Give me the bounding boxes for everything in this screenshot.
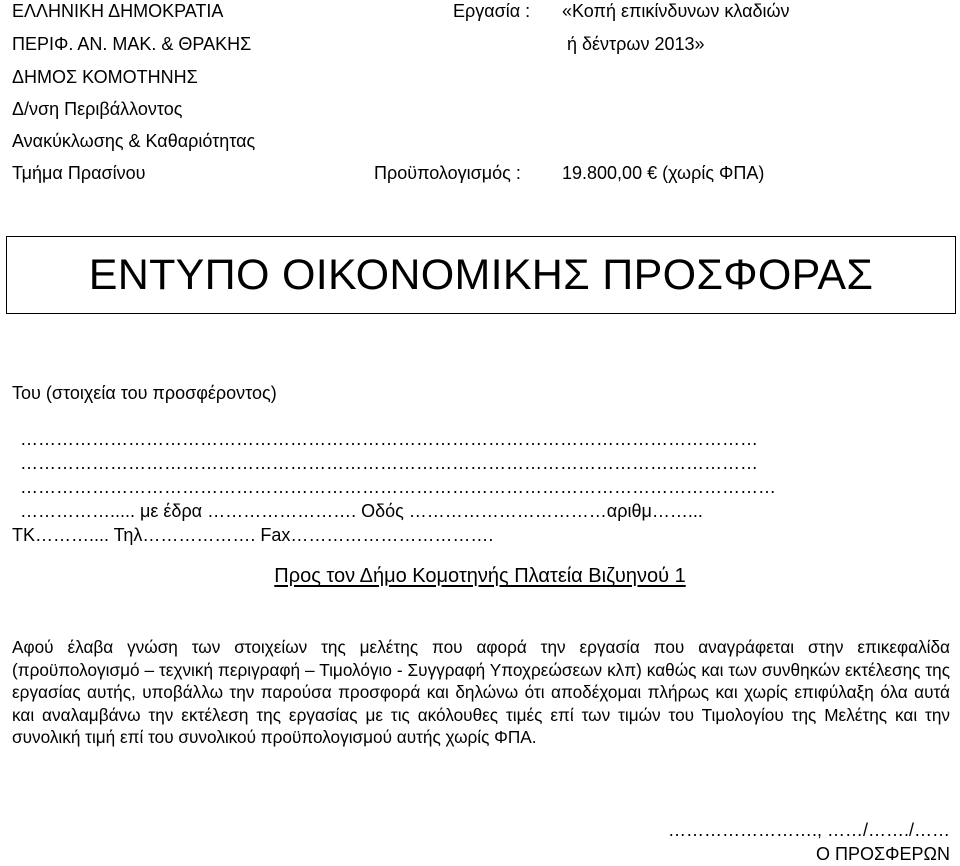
- form-title-box: [6, 236, 956, 314]
- work-title-line1: «Κοπή επικίνδυνων κλαδιών: [562, 1, 790, 21]
- header-directorate-cont: Ανακύκλωσης & Καθαριότητας: [12, 131, 256, 151]
- bidder-line-1: ……………………………………………………………………………………………………………: [20, 429, 758, 449]
- bidder-line-3: ………………………………………………………………………………………………………………: [20, 477, 776, 497]
- header-directorate: Δ/νση Περιβάλλοντος: [12, 99, 183, 119]
- bidder-line-5: ΤΚ……….... Τηλ………………. Fax…………………………….: [12, 525, 494, 545]
- bidder-line-2: ……………………………………………………………………………………………………………: [20, 453, 758, 473]
- header-department: Τμήμα Πρασίνου: [12, 163, 146, 183]
- work-label: Εργασία :: [453, 1, 531, 21]
- header-municipality: ΔΗΜΟΣ ΚΟΜΟΤΗΝΗΣ: [12, 67, 198, 87]
- bidder-label: Του (στοιχεία του προσφέροντος): [12, 383, 277, 403]
- header-authority: ΕΛΛΗΝΙΚΗ ΔΗΜΟΚΡΑΤΙΑ: [12, 1, 224, 21]
- header-region: ΠΕΡΙΦ. ΑΝ. ΜΑΚ. & ΘΡΑΚΗΣ: [12, 34, 252, 54]
- signature-date-line: ……………………., ……/……./……: [667, 820, 950, 840]
- form-title: ΕΝΤΥΠΟ ΟΙΚΟΝΟΜΙΚΗΣ ΠΡΟΣΦΟΡΑΣ: [88, 250, 874, 299]
- budget-value: 19.800,00 € (χωρίς ΦΠΑ): [562, 163, 765, 183]
- work-title-line2: ή δέντρων 2013»: [567, 34, 705, 54]
- budget-label: Προϋπολογισμός :: [374, 163, 521, 183]
- recipient-heading: Προς τον Δήμο Κομοτηνής Πλατεία Βιζυηνού 1: [274, 565, 686, 587]
- signature-label: Ο ΠΡΟΣΦΕΡΩΝ: [816, 844, 950, 864]
- body-paragraph: Αφού έλαβα γνώση των στοιχείων της μελέτης που αφορά την εργασία που αναγράφεται στην επικεφαλίδα (προϋπολογισμό – τεχνική περιγραφή – Τιμολόγιο - Συγγραφή Υποχρεώσεων κλπ) καθώς και των συνθηκών εκτέλεσης της εργασίας αυτής, υποβάλλω την παρούσα προσφορά και δηλώνω ότι αποδέχομαι πλήρως και χωρίς επιφύλαξη όλα αυτά και αναλαμβάνω την εκτέλεση της εργασίας με τις ακόλουθες τιμές επί των τιμών του Τιμολογίου της Μελέτης και την συνολική τιμή επί του συνολικού προϋπολογισμού αυτής χωρίς ΦΠΑ.: [12, 637, 950, 747]
- bidder-line-4: ……………..... με έδρα ……………………. Οδός ……………………………αριθμ……...: [20, 501, 703, 521]
